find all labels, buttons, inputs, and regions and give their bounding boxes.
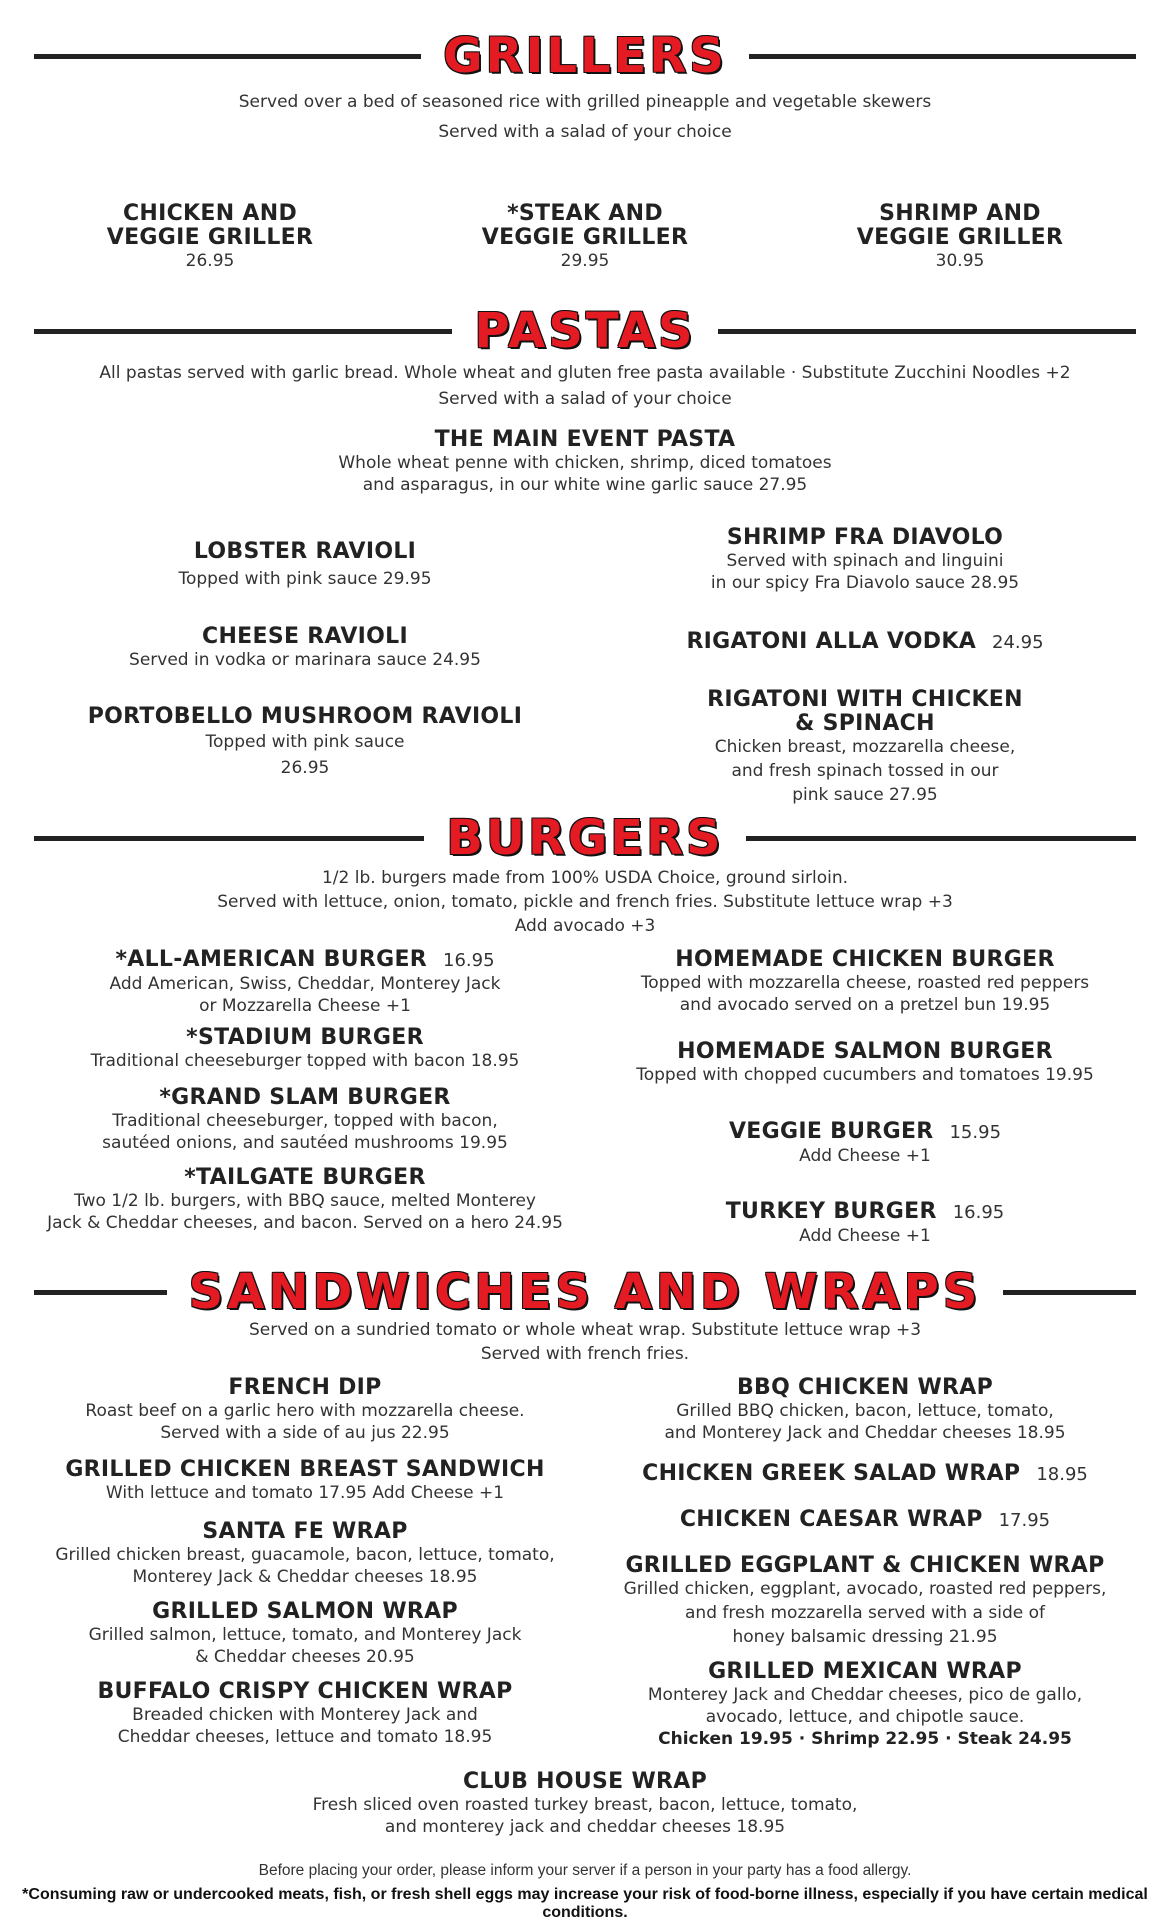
pastas-intro-1: All pastas served with garlic bread. Whole wheat and gluten free pasta available · Substitute Zucchini Noodles +2 bbox=[99, 363, 1071, 383]
item-name: TURKEY BURGER bbox=[725, 1199, 937, 1224]
item-description: Served with a side of au jus 22.95 bbox=[160, 1423, 450, 1443]
sandwiches-header bbox=[34, 1262, 1136, 1322]
item-description: Fresh sliced oven roasted turkey breast, bacon, lettuce, tomato, bbox=[312, 1795, 858, 1815]
item-description: and asparagus, in our white wine garlic sauce 27.95 bbox=[362, 475, 808, 495]
menu-item bbox=[40, 1680, 570, 1748]
item-description: Traditional cheeseburger topped with bacon 18.95 bbox=[90, 1051, 520, 1071]
burgers-header bbox=[34, 808, 1136, 868]
item-description: & Cheddar cheeses 20.95 bbox=[195, 1647, 415, 1667]
item-description: avocado, lettuce, and chipotle sauce. bbox=[705, 1707, 1025, 1727]
divider bbox=[718, 329, 1136, 334]
item-name: RIGATONI ALLA VODKA bbox=[686, 629, 977, 654]
menu-item bbox=[600, 1660, 1130, 1750]
menu-item bbox=[40, 1026, 570, 1072]
item-price: 29.95 bbox=[560, 251, 610, 271]
divider bbox=[746, 836, 1136, 841]
menu-item bbox=[590, 1554, 1140, 1648]
item-description: Served in vodka or marinara sauce 24.95 bbox=[129, 650, 481, 670]
item-price: 24.95 bbox=[992, 632, 1044, 653]
menu-item bbox=[600, 526, 1130, 594]
pastas-intro-2: Served with a salad of your choice bbox=[438, 389, 732, 409]
item-name: VEGGIE BURGER bbox=[728, 1119, 934, 1144]
section-title-burgers: BURGERS bbox=[446, 810, 724, 866]
item-description: Served with spinach and linguini bbox=[726, 551, 1004, 571]
divider bbox=[34, 329, 452, 334]
item-name: RIGATONI WITH CHICKEN bbox=[707, 687, 1023, 712]
menu-item bbox=[40, 625, 570, 671]
item-price: 16.95 bbox=[952, 1202, 1005, 1223]
item-name: VEGGIE GRILLER bbox=[856, 225, 1064, 250]
item-description: and monterey jack and cheddar cheeses 18.95 bbox=[384, 1817, 786, 1837]
item-description: Grilled chicken, eggplant, avocado, roasted red peppers, bbox=[623, 1579, 1107, 1599]
item-name: PORTOBELLO MUSHROOM RAVIOLI bbox=[87, 704, 523, 729]
section-title-sandwiches: SANDWICHES AND WRAPS bbox=[188, 1264, 982, 1320]
divider bbox=[749, 54, 1136, 59]
consumption-warning: *Consuming raw or undercooked meats, fish, or fresh shell eggs may increase your risk of food-borne illness, especially if you have certain medical conditions. bbox=[22, 1886, 1148, 1921]
menu-item bbox=[600, 688, 1130, 806]
item-description: Whole wheat penne with chicken, shrimp, diced tomatoes bbox=[338, 453, 832, 473]
item-description: Breaded chicken with Monterey Jack and bbox=[132, 1705, 478, 1725]
menu-item bbox=[185, 1770, 985, 1838]
menu-item bbox=[40, 540, 570, 590]
item-description: pink sauce 27.95 bbox=[792, 785, 938, 805]
item-description: Jack & Cheddar cheeses, and bacon. Served on a hero 24.95 bbox=[47, 1213, 563, 1233]
menu-item bbox=[435, 202, 735, 272]
item-name: BUFFALO CRISPY CHICKEN WRAP bbox=[97, 1679, 513, 1704]
item-name: SHRIMP AND bbox=[879, 201, 1041, 226]
allergy-notice: Before placing your order, please inform your server if a person in your party has a food allergy. bbox=[258, 1862, 912, 1879]
item-description: With lettuce and tomato 17.95 Add Cheese +1 bbox=[105, 1483, 505, 1503]
menu-item bbox=[600, 1376, 1130, 1444]
item-description: Topped with pink sauce bbox=[205, 732, 405, 752]
burgers-intro-2: Served with lettuce, onion, tomato, pickle and french fries. Substitute lettuce wrap +3 bbox=[217, 892, 953, 912]
item-description: Topped with chopped cucumbers and tomatoes 19.95 bbox=[636, 1065, 1094, 1085]
item-description: Monterey Jack & Cheddar cheeses 18.95 bbox=[132, 1567, 478, 1587]
item-name: *STADIUM BURGER bbox=[186, 1025, 424, 1050]
item-description: Add Cheese +1 bbox=[799, 1226, 931, 1246]
menu-item bbox=[40, 1458, 570, 1504]
grillers-intro-2: Served with a salad of your choice bbox=[438, 122, 732, 142]
item-description: and fresh spinach tossed in our bbox=[731, 761, 999, 781]
burgers-intro-3: Add avocado +3 bbox=[514, 916, 656, 936]
sandwiches-intro-2: Served with french fries. bbox=[480, 1344, 690, 1364]
menu-item bbox=[600, 1508, 1130, 1533]
item-name: CHICKEN AND bbox=[122, 201, 298, 226]
item-description: Add American, Swiss, Cheddar, Monterey Jack bbox=[109, 974, 501, 994]
grillers-intro-1: Served over a bed of seasoned rice with grilled pineapple and vegetable skewers bbox=[238, 92, 932, 112]
item-description: honey balsamic dressing 21.95 bbox=[732, 1627, 998, 1647]
menu-item bbox=[600, 1462, 1130, 1487]
item-name: HOMEMADE CHICKEN BURGER bbox=[675, 947, 1055, 972]
item-description: Topped with mozzarella cheese, roasted red peppers bbox=[640, 973, 1090, 993]
item-name: THE MAIN EVENT PASTA bbox=[434, 427, 736, 452]
menu-item bbox=[600, 1120, 1130, 1167]
pastas-header bbox=[34, 301, 1136, 361]
menu-item bbox=[40, 948, 570, 1017]
item-name: CLUB HOUSE WRAP bbox=[462, 1769, 708, 1794]
item-price: 30.95 bbox=[935, 251, 985, 271]
item-name: GRILLED MEXICAN WRAP bbox=[708, 1659, 1022, 1684]
item-name: LOBSTER RAVIOLI bbox=[193, 539, 417, 564]
item-name: *STEAK AND bbox=[507, 201, 663, 226]
item-description: Monterey Jack and Cheddar cheeses, pico de gallo, bbox=[647, 1685, 1083, 1705]
item-name: & SPINACH bbox=[795, 711, 935, 736]
item-name: FRENCH DIP bbox=[228, 1375, 382, 1400]
sandwiches-intro-1: Served on a sundried tomato or whole wheat wrap. Substitute lettuce wrap +3 bbox=[248, 1320, 922, 1340]
item-description: Cheddar cheeses, lettuce and tomato 18.95 bbox=[117, 1727, 493, 1747]
item-name: *TAILGATE BURGER bbox=[184, 1165, 426, 1190]
menu-item bbox=[60, 202, 360, 272]
item-description: Topped with pink sauce 29.95 bbox=[178, 569, 432, 589]
section-title-grillers: GRILLERS bbox=[443, 28, 727, 84]
divider bbox=[34, 54, 421, 59]
menu-item bbox=[40, 1600, 570, 1668]
menu-item bbox=[600, 1040, 1130, 1086]
item-name: SHRIMP FRA DIAVOLO bbox=[726, 525, 1004, 550]
item-description: in our spicy Fra Diavolo sauce 28.95 bbox=[710, 573, 1020, 593]
item-name: VEGGIE GRILLER bbox=[106, 225, 314, 250]
item-description: Two 1/2 lb. burgers, with BBQ sauce, melted Monterey bbox=[74, 1191, 536, 1211]
grillers-header bbox=[34, 26, 1136, 86]
item-description: Add Cheese +1 bbox=[799, 1146, 931, 1166]
item-name: CHICKEN CAESAR WRAP bbox=[679, 1507, 983, 1532]
item-description: Roast beef on a garlic hero with mozzarella cheese. bbox=[85, 1401, 525, 1421]
menu-item bbox=[40, 705, 570, 779]
item-description: and avocado served on a pretzel bun 19.95 bbox=[679, 995, 1051, 1015]
item-price: 15.95 bbox=[949, 1122, 1002, 1143]
item-name: GRILLED CHICKEN BREAST SANDWICH bbox=[65, 1457, 545, 1482]
menu-item bbox=[40, 1376, 570, 1444]
item-price: 17.95 bbox=[998, 1510, 1051, 1531]
item-name: GRILLED EGGPLANT & CHICKEN WRAP bbox=[625, 1553, 1105, 1578]
divider bbox=[34, 836, 424, 841]
divider bbox=[34, 1290, 167, 1295]
item-price: 26.95 bbox=[280, 758, 330, 778]
item-name: HOMEMADE SALMON BURGER bbox=[677, 1039, 1053, 1064]
item-name: GRILLED SALMON WRAP bbox=[152, 1599, 458, 1624]
section-title-pastas: PASTAS bbox=[474, 303, 696, 359]
item-description: sautéed onions, and sautéed mushrooms 19.95 bbox=[102, 1133, 508, 1153]
item-description: or Mozzarella Cheese +1 bbox=[199, 996, 411, 1016]
menu-item bbox=[600, 948, 1130, 1016]
item-name: VEGGIE GRILLER bbox=[481, 225, 689, 250]
menu-item bbox=[600, 1200, 1130, 1247]
item-description: Grilled chicken breast, guacamole, bacon, lettuce, tomato, bbox=[55, 1545, 555, 1565]
item-description: Grilled salmon, lettuce, tomato, and Monterey Jack bbox=[88, 1625, 522, 1645]
menu-item bbox=[600, 630, 1130, 655]
item-name: *ALL-AMERICAN BURGER bbox=[115, 947, 428, 972]
item-name: CHEESE RAVIOLI bbox=[202, 624, 408, 649]
menu-item bbox=[20, 1520, 590, 1588]
item-price: 16.95 bbox=[443, 950, 495, 971]
item-name: *GRAND SLAM BURGER bbox=[159, 1085, 451, 1110]
item-name: CHICKEN GREEK SALAD WRAP bbox=[642, 1461, 1021, 1486]
item-description: and Monterey Jack and Cheddar cheeses 18.95 bbox=[664, 1423, 1066, 1443]
menu-item bbox=[810, 202, 1110, 272]
menu-item bbox=[20, 1166, 590, 1234]
item-description: Chicken breast, mozzarella cheese, bbox=[714, 737, 1016, 757]
menu-item bbox=[40, 1086, 570, 1154]
menu-item bbox=[185, 428, 985, 496]
item-price: 26.95 bbox=[185, 251, 235, 271]
item-price: 18.95 bbox=[1036, 1464, 1088, 1485]
item-name: BBQ CHICKEN WRAP bbox=[736, 1375, 994, 1400]
item-description: and fresh mozzarella served with a side of bbox=[685, 1603, 1045, 1623]
item-description: Traditional cheeseburger, topped with bacon, bbox=[112, 1111, 498, 1131]
item-price-options: Chicken 19.95 · Shrimp 22.95 · Steak 24.95 bbox=[658, 1729, 1072, 1749]
item-name: SANTA FE WRAP bbox=[202, 1519, 408, 1544]
divider bbox=[1003, 1290, 1136, 1295]
item-description: Grilled BBQ chicken, bacon, lettuce, tomato, bbox=[676, 1401, 1054, 1421]
burgers-intro-1: 1/2 lb. burgers made from 100% USDA Choice, ground sirloin. bbox=[321, 868, 849, 888]
